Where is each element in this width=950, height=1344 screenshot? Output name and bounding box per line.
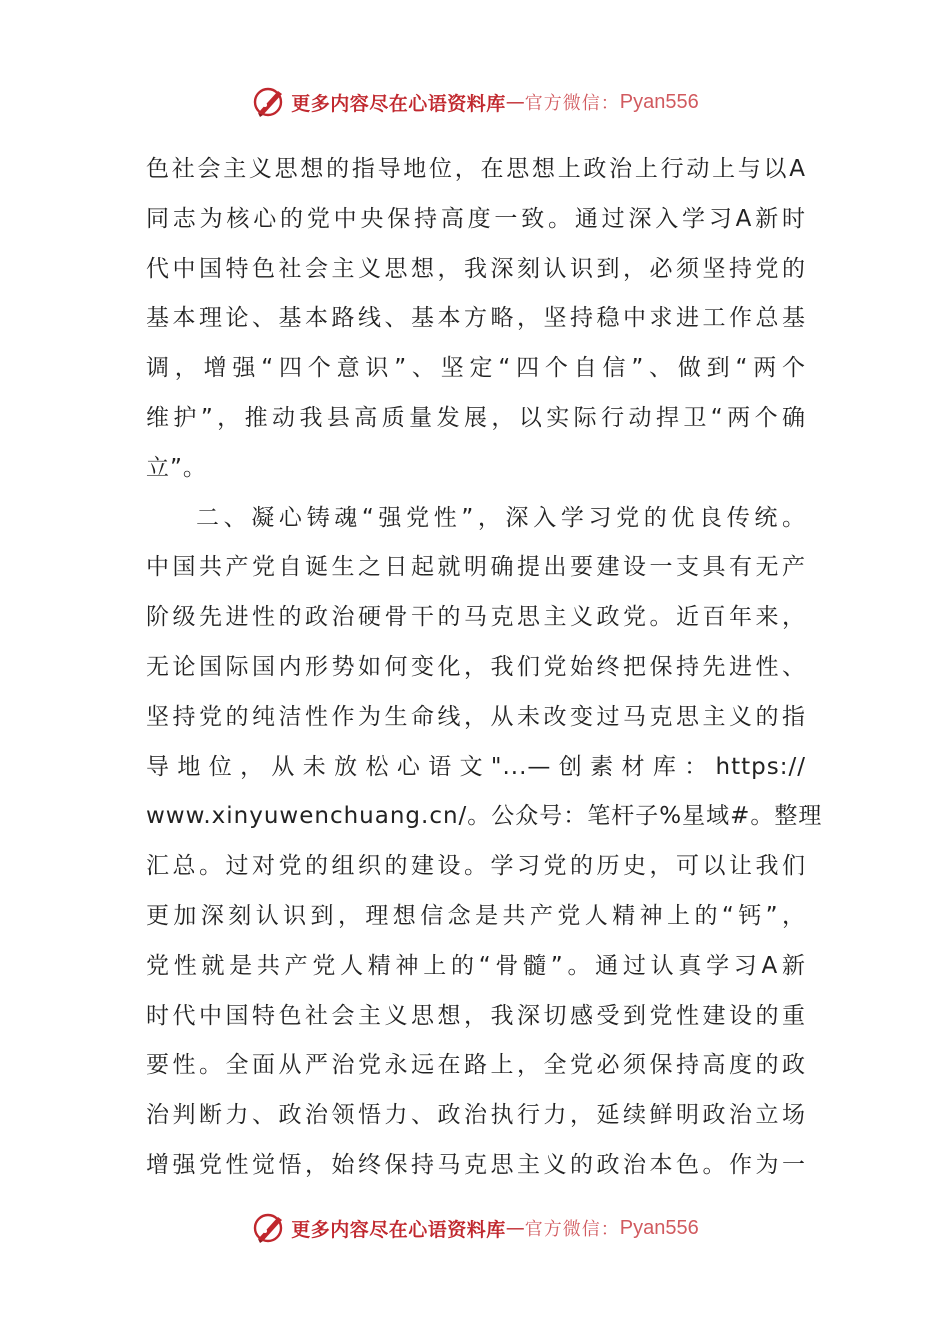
banner-wechat-id: Pyan556 [619, 1216, 699, 1239]
text-line: 更加深刻认识到，理想信念是共产党人精神上的“钙”， [146, 902, 806, 929]
text-line: 阶级先进性的政治硬骨干的马克思主义政党。近百年来， [146, 604, 806, 631]
text-line: 汇总。过对党的组织的建设。学习党的历史，可以让我们 [146, 853, 806, 880]
text-line: 坚持党的纯洁性作为生命线，从未改变过马克思主义的指 [146, 703, 806, 730]
text-line: 维护”，推动我县高质量发展，以实际行动捍卫“两个确 [146, 404, 806, 431]
text-line: 要性。全面从严治党永远在路上，全党必须保持高度的政 [146, 1052, 806, 1079]
text-line: 时代中国特色社会主义思想，我深切感受到党性建设的重 [146, 1002, 806, 1029]
banner-wechat-id: Pyan556 [619, 90, 699, 113]
banner-text: 更多内容尽在心语资料库 [291, 1218, 506, 1241]
text-line: www.xinyuwenchuang.cn/。公众号：笔杆子%星域#。整理 [146, 803, 823, 830]
pen-logo-icon [251, 84, 287, 120]
text-line: 党性就是共产党人精神上的“骨髓”。通过认真学习A新 [146, 952, 806, 979]
text-line: 导地位，从未放松心语文"...—创素材库：https:// [146, 753, 806, 780]
text-line: 代中国特色社会主义思想，我深刻认识到，必须坚持党的 [146, 255, 806, 282]
text-line: 增强党性觉悟，始终保持马克思主义的政治本色。作为一 [146, 1151, 806, 1178]
banner-wechat-label: 官方微信： [524, 1219, 620, 1240]
text-line: 中国共产党自诞生之日起就明确提出要建设一支具有无产 [146, 554, 806, 581]
banner-text: 更多内容尽在心语资料库 [291, 92, 506, 115]
text-line: 无论国际国内形势如何变化，我们党始终把保持先进性、 [146, 653, 806, 680]
text-line: 立”。 [146, 454, 207, 481]
banner-wechat-label: 官方微信： [524, 93, 620, 114]
text-line: 调，增强“四个意识”、坚定“四个自信”、做到“两个 [146, 355, 806, 382]
text-line: 基本理论、基本路线、基本方略，坚持稳中求进工作总基 [146, 305, 806, 332]
text-line: 治判断力、政治领悟力、政治执行力，延续鲜明政治立场 [146, 1102, 806, 1129]
banner-dash: — [505, 91, 525, 113]
body-text [146, 145, 823, 1191]
footer-banner [0, 1208, 950, 1248]
section-heading-line: 二、凝心铸魂“强党性”，深入学习党的优良传统。 [196, 504, 806, 531]
pen-logo-icon [251, 1210, 287, 1246]
text-line: 同志为核心的党中央保持高度一致。通过深入学习A新时 [146, 205, 806, 232]
banner-dash: — [505, 1217, 525, 1239]
header-banner [0, 82, 950, 122]
text-line: 色社会主义思想的指导地位，在思想上政治上行动上与以A [146, 156, 806, 182]
